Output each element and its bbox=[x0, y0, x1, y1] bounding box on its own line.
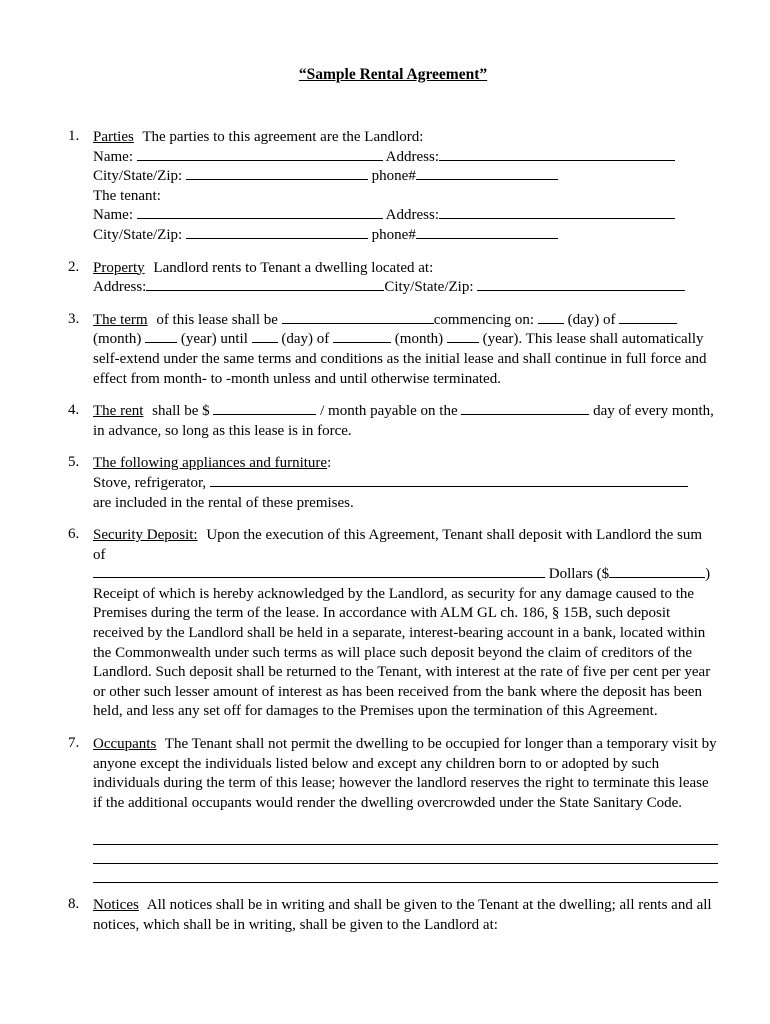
blank-end-month bbox=[333, 331, 391, 343]
text: / month payable on the bbox=[320, 403, 458, 420]
text: Stove, refrigerator, bbox=[93, 474, 207, 491]
label-phone: phone# bbox=[371, 168, 416, 185]
text: The parties to this agreement are the Landlord: bbox=[142, 129, 424, 145]
section-security-deposit bbox=[68, 526, 718, 722]
blank-landlord-phone bbox=[416, 168, 558, 180]
section-parties bbox=[68, 128, 718, 246]
section-heading: Security Deposit: bbox=[93, 527, 198, 544]
text: ) bbox=[705, 566, 711, 583]
label-csz: City/State/Zip: bbox=[93, 168, 183, 185]
text: (month) bbox=[93, 331, 142, 348]
blank-end-day bbox=[252, 331, 278, 343]
occupants-body-text: The Tenant shall not permit the dwelling to be occupied for longer than a temporary visit by anyone except the individuals listed below and except any children born to or adopted by such individuals during the term of this lease; however the landlord reserves the right to terminate this lease if the additional occupants would render the dwelling overcrowded under the State Sanitary Code. bbox=[93, 736, 717, 811]
section-heading: Occupants bbox=[93, 736, 157, 753]
blank-start-year bbox=[145, 331, 177, 343]
item-number: 2. bbox=[68, 258, 80, 275]
blank-occupant-line-2 bbox=[93, 846, 718, 864]
blank-occupant-line-1 bbox=[93, 827, 718, 845]
item-number: 7. bbox=[68, 735, 80, 752]
section-heading: Parties bbox=[93, 129, 134, 145]
blank-tenant-address bbox=[439, 207, 675, 219]
blank-end-year bbox=[447, 331, 479, 343]
text: The tenant: bbox=[93, 187, 161, 204]
text: (year) until bbox=[180, 331, 248, 348]
blank-tenant-csz bbox=[186, 227, 368, 239]
text: are included in the rental of these premises. bbox=[93, 494, 354, 511]
section-notices bbox=[68, 896, 718, 935]
text: (day) of bbox=[567, 311, 616, 328]
blank-landlord-address bbox=[439, 149, 675, 161]
section-occupants bbox=[68, 735, 718, 883]
section-property bbox=[68, 259, 718, 298]
blank-occupant-line-3 bbox=[93, 865, 718, 883]
blank-deposit-amount bbox=[609, 566, 705, 578]
item-number: 6. bbox=[68, 526, 80, 543]
blank-dwelling-address bbox=[146, 279, 384, 291]
blank-tenant-phone bbox=[416, 227, 558, 239]
label-address: Address: bbox=[385, 207, 439, 224]
section-appliances bbox=[68, 454, 718, 513]
label-phone: phone# bbox=[371, 226, 416, 243]
label-address: Address: bbox=[93, 279, 147, 296]
item-number: 5. bbox=[68, 454, 80, 471]
section-heading: The term bbox=[93, 311, 148, 328]
label-csz: City/State/Zip: bbox=[384, 279, 474, 296]
item-number: 4. bbox=[68, 402, 80, 419]
item-number: 8. bbox=[68, 896, 80, 913]
blank-rent-due-day bbox=[461, 403, 589, 415]
blank-deposit-words bbox=[93, 566, 545, 578]
blank-landlord-name bbox=[137, 149, 383, 161]
text: Landlord rents to Tenant a dwelling located at: bbox=[153, 259, 434, 276]
text: (day) of bbox=[281, 331, 330, 348]
text: shall be $ bbox=[152, 403, 210, 420]
section-heading: Property bbox=[93, 259, 145, 276]
section-rent bbox=[68, 402, 718, 441]
document-title: “Sample Rental Agreement” bbox=[298, 66, 488, 83]
label-address: Address: bbox=[385, 148, 439, 165]
text: day of every month, in advance, so long as this lease is in force. bbox=[93, 403, 714, 439]
item-number: 1. bbox=[68, 128, 80, 144]
item-number: 3. bbox=[68, 310, 80, 327]
notices-body-text: All notices shall be in writing and shall be given to the Tenant at the dwelling; all rents and all notices, which shall be in writing, shall be given to the Landlord at: bbox=[93, 897, 712, 933]
blank-rent-amount bbox=[213, 403, 316, 415]
blank-start-month bbox=[619, 312, 677, 324]
section-heading: The rent bbox=[93, 403, 144, 420]
text: (month) bbox=[394, 331, 444, 348]
text: of this lease shall be bbox=[156, 311, 278, 328]
section-term bbox=[68, 311, 718, 389]
blank-appliances bbox=[210, 475, 688, 487]
label-name: Name: bbox=[93, 207, 133, 224]
section-heading: Notices bbox=[93, 897, 139, 914]
blank-landlord-csz bbox=[186, 168, 368, 180]
text: Dollars ($ bbox=[548, 566, 610, 583]
blank-term-length bbox=[282, 312, 434, 324]
blank-tenant-name bbox=[137, 207, 383, 219]
deposit-body-text: Receipt of which is hereby acknowledged by the Landlord, as security for any damage caused to the Premises during the term of the lease. In accordance with ALM GL ch. 186, § 15B, such deposit received by the Landlord shall be held in a separate, interest-bearing account in a bank, located within the Commonwealth under such terms as will place such deposit beyond the claim of creditors of the Landlord. Such deposit shall be returned to the Tenant, with interest at the rate of five per cent per year or other such lesser amount of interest as has been received from the bank where the deposit has been held, and less any set off for damages to the Premises upon the termination of this Agreement. bbox=[93, 585, 711, 720]
label-name: Name: bbox=[93, 148, 133, 165]
text: (year). This lease shall automatically self-extend under the same terms and conditions as the initial lease and shall continue in full force and effect from month- to -month unless and until otherwise terminated. bbox=[93, 331, 707, 387]
blank-start-day bbox=[538, 312, 564, 324]
text: : bbox=[327, 455, 332, 472]
text: commencing on: bbox=[433, 311, 535, 328]
text: Upon the execution of this Agreement, Tenant shall deposit with Landlord the sum of bbox=[93, 527, 702, 563]
section-heading: The following appliances and furniture bbox=[93, 455, 328, 472]
label-csz: City/State/Zip: bbox=[93, 226, 183, 243]
blank-dwelling-csz bbox=[477, 279, 685, 291]
